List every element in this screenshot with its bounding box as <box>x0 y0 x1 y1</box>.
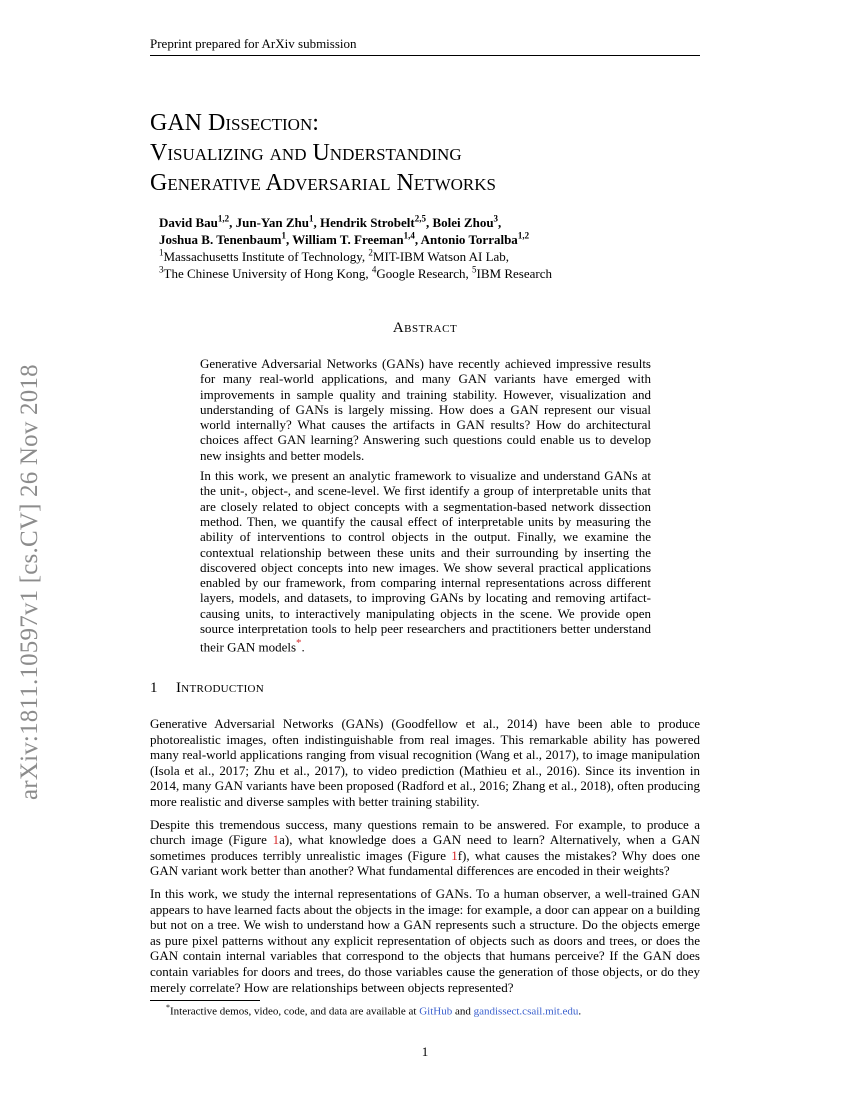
affiliation-text: The Chinese University of Hong Kong, <box>163 266 372 281</box>
author-name: Jun-Yan Zhu <box>235 215 309 230</box>
figure-ref-link[interactable]: 1 <box>272 832 280 848</box>
intro-text: Despite this tremendous success, many questions remain to be answered. For example, to produce a church image (Figure <box>150 816 700 848</box>
affil-mark: 5 <box>472 264 477 275</box>
footnote-text: and <box>452 1005 474 1018</box>
affiliation-text: Massachusetts Institute of Technology, <box>163 249 369 264</box>
intro-paragraph-2 <box>150 817 700 879</box>
section-number: 1 <box>150 680 158 696</box>
gandissect-link[interactable]: gandissect.csail.mit.edu <box>473 1005 579 1018</box>
title-line-1: GAN Dissection: <box>150 110 319 136</box>
footnote-text-end: . <box>578 1005 582 1018</box>
author-affil-mark: 2,5 <box>414 213 426 224</box>
affil-mark: 2 <box>368 247 373 258</box>
title-line-2: Visualizing and Understanding <box>150 140 462 166</box>
abstract-text: In this work, we present an analytic framework to visualize and understand GANs at the unit-, object-, and scene-level. We first identify a group of interpretable units that are closely related to object concepts with a segmentation-based network dissection method. Then, we quantify the causal effect of interpretable units by measuring the ability of interventions to control objects in the output. Finally, we examine the contextual relationship between these units and their surrounding by inserting the discovered object concepts into new images. We show several practical applications enabled by our framework, from comparing internal representations across different layers, models, and datasets, to improving GANs by locating and removing artifact-causing units, to interactively manipulating objects in the scene. We provide open source interpretation tools to help peer researchers and practitioners better understand their GAN models <box>200 468 651 655</box>
author-affil-mark: 3 <box>493 213 499 224</box>
footnote <box>166 1003 706 1018</box>
footnote-marker-link[interactable]: * <box>296 637 302 650</box>
footnote-text: Interactive demos, video, code, and data are available at <box>170 1005 420 1018</box>
github-link[interactable]: GitHub <box>419 1005 453 1018</box>
footnote-mark: * <box>166 1003 170 1012</box>
author-block <box>159 214 719 282</box>
author-affil-mark: 1,2 <box>517 230 530 241</box>
section-heading-introduction <box>150 680 264 697</box>
intro-text: f), what causes the mistakes? Why does one GAN variant work better than another? What fundamental differences are encoded in their weights? <box>150 847 700 879</box>
affiliation-text: MIT-IBM Watson AI Lab, <box>372 249 510 264</box>
author-name: David Bau <box>159 215 218 230</box>
page-number: 1 <box>421 1044 429 1059</box>
author-name: William T. Freeman <box>292 232 404 247</box>
author-affil-mark: 1,2 <box>217 213 230 224</box>
abstract-text-end: . <box>301 639 305 655</box>
introduction-body <box>150 716 700 1002</box>
affiliation-text: Google Research, <box>376 266 473 281</box>
running-header: Preprint prepared for ArXiv submission <box>150 36 700 56</box>
affil-mark: 4 <box>371 264 377 275</box>
abstract-paragraph-1: Generative Adversarial Networks (GANs) have recently achieved impressive results for many real-world applications, and many GAN variants have emerged with improvements in sample quality and training stability. However, visualization and understanding of GANs is largely missing. How does a GAN represent our visual world internally? What causes the artifacts in GAN results? How do architectural choices affect GAN learning? Answering such questions could enable us to develop new insights and better models. <box>200 356 651 463</box>
affiliation-line-2 <box>159 265 719 282</box>
title-line-3: Generative Adversarial Networks <box>150 170 496 196</box>
author-line-2: Joshua B. Tenenbaum$^1$, William T. Freeman$^{1,4}$, Antonio Torralba$^{1,2}$ <box>159 230 530 247</box>
figure-ref-link[interactable]: 1 <box>451 847 458 863</box>
abstract-body <box>200 356 651 660</box>
section-title: Introduction <box>176 680 265 696</box>
author-name: Joshua B. Tenenbaum <box>159 232 282 247</box>
author-name: Hendrik Strobelt <box>320 215 415 230</box>
author-name: Antonio Torralba <box>420 232 518 247</box>
affiliation-line-1 <box>159 248 719 265</box>
abstract-paragraph-2 <box>200 468 651 655</box>
author-affil-mark: 1 <box>281 230 286 241</box>
author-line-1: David Bau$^{1,2}$, Jun-Yan Zhu$^1$, Hendrik Strobelt$^{2,5}$, Bolei Zhou$^3$, <box>159 213 502 230</box>
author-affil-mark: 1,4 <box>403 230 415 241</box>
affiliation-text: IBM Research <box>476 266 552 281</box>
author-name: Bolei Zhou <box>432 215 494 230</box>
abstract-heading: Abstract <box>392 320 458 336</box>
intro-paragraph-1: Generative Adversarial Networks (GANs) (Goodfellow et al., 2014) have been able to produce photorealistic images, often indistinguishable from real images. This remarkable ability has powered many real-world applications ranging from visual recognition (Wang et al., 2017), to image manipulation (Isola et al., 2017; Zhu et al., 2017), to video prediction (Mathieu et al., 2016). Since its invention in 2014, many GAN variants have been proposed (Radford et al., 2016; Zhang et al., 2018), often producing more realistic and diverse samples with better training stability. <box>150 716 700 809</box>
arxiv-identifier: arXiv:1811.10597v1 [cs.CV] 26 Nov 2018 <box>16 364 43 800</box>
affil-mark: 3 <box>159 264 164 275</box>
intro-text: a), what knowledge does a GAN need to learn? Alternatively, when a GAN sometimes produces terribly unrealistic images (Figure <box>150 832 700 863</box>
author-affil-mark: 1 <box>309 213 314 224</box>
footnote-divider <box>150 1000 260 1001</box>
paper-title <box>150 108 710 198</box>
affil-mark: 1 <box>159 247 164 258</box>
intro-paragraph-3: In this work, we study the internal representations of GANs. To a human observer, a well-trained GAN appears to have learned facts about the objects in the image: for example, a door can appear on a building but not on a tree. We wish to understand how a GAN represents such a structure. Do the objects emerge as pure pixel patterns without any explicit representation of objects such as doors and trees, or does the GAN contain internal variables that correspond to the objects that humans perceive? If the GAN does contain variables for doors and trees, do those variables cause the generation of those objects, or do they merely correlate? How are relationships between objects represented? <box>150 885 700 995</box>
